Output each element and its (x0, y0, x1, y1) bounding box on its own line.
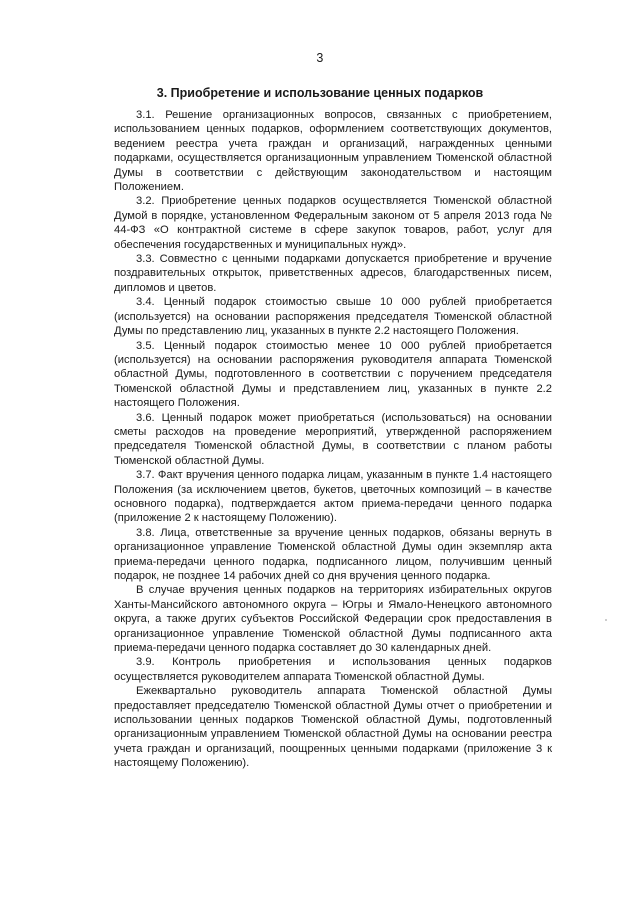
paragraph-3-3: 3.3. Совместно с ценными подарками допускается приобретение и вручение поздравительных открыток, приветственных адресов, благодарственных писем, дипломов и цветов. (114, 253, 552, 294)
scan-speck (605, 619, 607, 621)
paragraph-3-2: 3.2. Приобретение ценных подарков осуществляется Тюменской областной Думой в порядке, установленном Федеральным законом от 5 апреля 2013 года № 44-ФЗ «О контрактной системе в сфере закупок товаров, работ, услуг для обеспечения государственных и муниципальных нужд». (114, 195, 552, 251)
paragraph-3-1: 3.1. Решение организационных вопросов, связанных с приобретением, использованием ценных подарков, оформлением соответствующих документов, ведением реестра учета граждан и организаций, награжденных ценными подарками, осуществляется организационным управлением Тюменской областной Думы в соответствии с действующим законодательством и настоящим Положением. (114, 109, 552, 194)
page-number: 3 (316, 51, 324, 65)
paragraph-3-9-continuation: Ежеквартально руководитель аппарата Тюменской областной Думы предоставляет председателю Тюменской областной Думы отчет о приобретении и использовании ценных подарков Тюменской областной Думы, подготовленный организационным управлением Тюменской областной Думы на основании реестра учета граждан и организаций, поощренных ценными подарками (приложение 3 к настоящему Положению). (114, 685, 552, 770)
paragraph-3-8: 3.8. Лица, ответственные за вручение ценных подарков, обязаны вернуть в организационное управление Тюменской областной Думы один экземпляр акта приема-передачи ценного подарка, подписанного лицом, получившим ценный подарок, не позднее 14 рабочих дней со дня вручения ценного подарка. (114, 526, 552, 582)
document-body (114, 108, 552, 771)
paragraph-3-7: 3.7. Факт вручения ценного подарка лицам, указанным в пункте 1.4 настоящего Положения (за исключением цветов, букетов, цветочных композиций – в качестве основного подарка), подтверждается актом приема-передачи ценного подарка (приложение 2 к настоящему Положению). (114, 469, 552, 525)
paragraph-3-8-continuation: В случае вручения ценных подарков на территориях избирательных округов Ханты-Мансийского автономного округа – Югры и Ямало-Ненецкого автономного округа, а также других субъектов Российской Федерации срок предоставления в организационное управление Тюменской областной Думы подписанного акта приема-передачи ценного подарка составляет до 30 календарных дней. (114, 584, 552, 655)
section-title: 3. Приобретение и использование ценных подарков (156, 86, 484, 100)
paragraph-3-5: 3.5. Ценный подарок стоимостью менее 10 000 рублей приобретается (используется) на основании распоряжения руководителя аппарата Тюменской областной Думы, подготовленного в соответствии с поручением председателя Тюменской областной Думы и представлением лиц, указанных в пункте 2.2 настоящего Положения. (114, 339, 552, 410)
paragraph-3-9: 3.9. Контроль приобретения и использования ценных подарков осуществляется руководителем аппарата Тюменской областной Думы. (114, 656, 552, 683)
paragraph-3-6: 3.6. Ценный подарок может приобретаться (использоваться) на основании сметы расходов на проведение мероприятий, утвержденной распоряжением председателя Тюменской областной Думы, в соответствии с планом работы Тюменской областной Думы. (114, 411, 552, 467)
paragraph-3-4: 3.4. Ценный подарок стоимостью свыше 10 000 рублей приобретается (используется) на основании распоряжения председателя Тюменской областной Думы по представлению лиц, указанных в пункте 2.2 настоящего Положения. (114, 296, 552, 338)
